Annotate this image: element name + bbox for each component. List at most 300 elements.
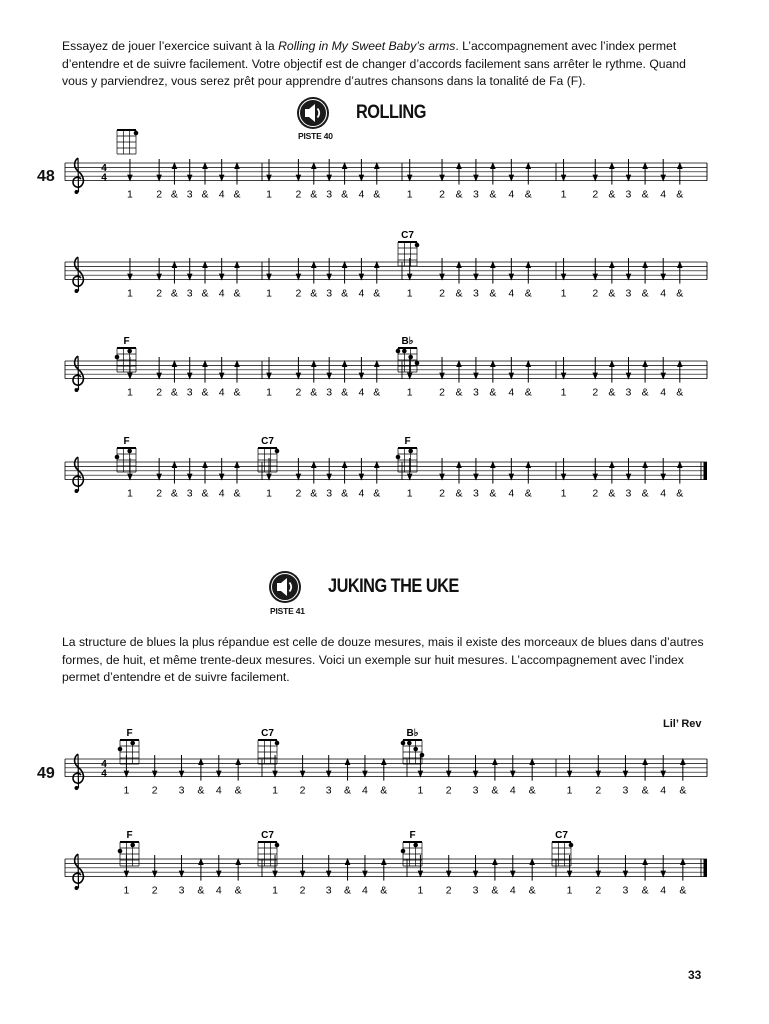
downstrum-mark — [362, 755, 368, 778]
upstrum-mark — [642, 360, 648, 383]
count-label: & — [641, 188, 649, 201]
count-label: 1 — [266, 487, 272, 500]
count-label: 4 — [218, 287, 225, 300]
chord-diagram — [258, 728, 279, 764]
composer-credit: Lil’ Rev — [663, 718, 702, 730]
upstrum-mark — [490, 461, 496, 484]
downstrum-mark — [473, 159, 479, 182]
upstrum-mark — [342, 162, 348, 185]
count-label: 4 — [215, 884, 222, 897]
count-label: 1 — [123, 884, 130, 897]
count-label: 2 — [151, 884, 158, 897]
downstrum-mark — [446, 755, 452, 778]
upstrum-mark — [202, 360, 208, 383]
upstrum-mark — [642, 261, 648, 284]
downstrum-mark — [326, 458, 332, 481]
count-label: 3 — [186, 487, 193, 500]
clef-stem — [78, 754, 79, 788]
downstrum-mark — [660, 258, 666, 281]
downstrum-mark — [152, 855, 158, 878]
count-label: 4 — [218, 386, 225, 399]
count-label: 2 — [151, 784, 158, 797]
downstrum-mark — [473, 755, 479, 778]
upstrum-mark — [342, 461, 348, 484]
clef-dot — [75, 886, 79, 890]
chord-name: F — [123, 336, 130, 347]
count-label: 3 — [472, 386, 479, 399]
upstrum-mark — [642, 858, 648, 881]
count-label: & — [170, 386, 178, 399]
count-label: & — [201, 287, 209, 300]
time-signature-top: 4 — [101, 759, 107, 770]
count-label: 3 — [472, 287, 479, 300]
count-label: & — [380, 884, 388, 897]
page-number: 33 — [688, 968, 702, 982]
chord-dot — [396, 455, 401, 460]
upstrum-mark — [529, 758, 535, 781]
clef-stem — [78, 356, 79, 390]
count-label: & — [491, 884, 499, 897]
upstrum-mark — [234, 261, 240, 284]
upstrum-mark — [345, 758, 351, 781]
upstrum-mark — [234, 162, 240, 185]
clef-stem — [78, 854, 79, 888]
downstrum-mark — [473, 357, 479, 380]
upstrum-mark — [374, 162, 380, 185]
final-barline-thick — [704, 462, 708, 480]
count-label: 4 — [362, 784, 368, 797]
downstrum-mark — [446, 855, 452, 878]
chord-dot — [127, 449, 132, 454]
downstrum-mark — [561, 258, 567, 281]
blues-paragraph: La structure de blues la plus répandue est celle de douze mesures, mais il existe des morceaux de blues dans d’autres formes, de huit, et même trente-deux mesures. Voici un exemple sur huit mesures. L’accompagnement avec l’index permet d’entendre et de suivre facilement. — [62, 635, 704, 685]
downstrum-mark — [300, 855, 306, 878]
count-label: 1 — [560, 287, 567, 300]
downstrum-mark — [266, 357, 272, 380]
count-label: 4 — [362, 884, 368, 897]
count-label: & — [170, 188, 178, 201]
downstrum-mark — [359, 357, 365, 380]
downstrum-mark — [623, 755, 629, 778]
upstrum-mark — [456, 261, 462, 284]
upstrum-mark — [490, 360, 496, 383]
count-label: 3 — [622, 884, 629, 897]
count-label: 3 — [472, 884, 479, 897]
downstrum-mark — [473, 258, 479, 281]
downstrum-mark — [127, 258, 133, 281]
upstrum-mark — [525, 461, 531, 484]
count-label: 1 — [560, 487, 567, 500]
count-label: 1 — [127, 287, 133, 300]
count-label: 2 — [445, 784, 452, 797]
count-label: 1 — [560, 386, 567, 399]
downstrum-mark — [219, 159, 225, 182]
count-label: & — [201, 386, 209, 399]
chord-diagram — [118, 830, 139, 866]
downstrum-mark — [152, 755, 158, 778]
clef-dot — [75, 190, 79, 194]
count-label: 4 — [358, 287, 365, 300]
upstrum-mark — [202, 162, 208, 185]
chord-diagram — [258, 830, 279, 866]
upstrum-mark — [609, 461, 615, 484]
chord-dot — [130, 741, 135, 746]
count-label: 3 — [326, 287, 333, 300]
count-label: 4 — [509, 784, 516, 797]
downstrum-mark — [595, 855, 601, 878]
downstrum-mark — [359, 258, 365, 281]
count-label: & — [679, 884, 687, 897]
count-label: 4 — [218, 487, 225, 500]
intro-text-end: . L’accompagnement avec l’index permet d’entendre et de suivre facilement. Votre objectif est de changer d’accords facilement sans arrêter le rythme. Quand vous y parviendrez, vous serez prêt pour apprendre d’autres chansons dans la tonalité de Fa (F). — [62, 39, 686, 89]
chord-dot — [115, 355, 120, 360]
count-label: & — [373, 386, 381, 399]
upstrum-mark — [525, 162, 531, 185]
chord-dot — [118, 849, 123, 854]
downstrum-mark — [127, 159, 133, 182]
count-label: & — [608, 487, 616, 500]
downstrum-mark — [359, 159, 365, 182]
downstrum-mark — [592, 159, 598, 182]
count-label: 4 — [660, 784, 667, 797]
track-title: JUKING THE UKE — [328, 576, 459, 597]
downstrum-mark — [595, 755, 601, 778]
count-label: 3 — [325, 884, 332, 897]
downstrum-mark — [266, 258, 272, 281]
chord-name: F — [409, 830, 416, 841]
count-label: 2 — [592, 188, 599, 201]
count-label: 3 — [625, 386, 632, 399]
downstrum-mark — [561, 458, 567, 481]
upstrum-mark — [680, 758, 686, 781]
upstrum-mark — [492, 758, 498, 781]
count-label: 1 — [127, 487, 133, 500]
exercise-number: 48 — [37, 168, 55, 185]
chord-dot — [408, 355, 413, 360]
chord-dot — [420, 753, 425, 758]
count-label: 1 — [406, 287, 413, 300]
upstrum-mark — [202, 461, 208, 484]
count-label: 1 — [406, 188, 413, 201]
count-label: 3 — [625, 287, 632, 300]
chord-name: C7 — [261, 728, 274, 739]
count-label: & — [170, 287, 178, 300]
upstrum-mark — [374, 461, 380, 484]
upstrum-mark — [311, 162, 317, 185]
downstrum-mark — [509, 159, 515, 182]
count-label: 2 — [445, 884, 452, 897]
count-label: 1 — [566, 784, 573, 797]
upstrum-mark — [492, 858, 498, 881]
chord-dot — [413, 843, 418, 848]
count-label: 3 — [186, 188, 193, 201]
downstrum-mark — [179, 855, 185, 878]
count-label: & — [676, 287, 684, 300]
clef-dot — [75, 786, 79, 790]
downstrum-mark — [156, 159, 162, 182]
count-label: 3 — [186, 386, 193, 399]
count-label: 2 — [299, 784, 306, 797]
chord-dot — [415, 361, 420, 366]
chord-name: F — [123, 436, 130, 447]
count-label: & — [233, 386, 241, 399]
downstrum-mark — [296, 159, 302, 182]
count-label: 3 — [326, 188, 333, 201]
chord-dot — [275, 843, 280, 848]
count-label: 3 — [472, 487, 479, 500]
upstrum-mark — [642, 162, 648, 185]
downstrum-mark — [296, 458, 302, 481]
downstrum-mark — [626, 458, 632, 481]
downstrum-mark — [326, 755, 332, 778]
upstrum-mark — [525, 360, 531, 383]
count-label: & — [341, 487, 349, 500]
downstrum-mark — [296, 258, 302, 281]
count-label: & — [679, 784, 687, 797]
downstrum-mark — [219, 458, 225, 481]
count-label: 1 — [272, 784, 278, 797]
count-label: 2 — [156, 487, 163, 500]
time-signature-top: 4 — [101, 163, 107, 174]
downstrum-mark — [660, 357, 666, 380]
count-label: 3 — [625, 188, 632, 201]
upstrum-mark — [456, 360, 462, 383]
piste-label: PISTE 40 — [298, 131, 333, 141]
count-label: 3 — [326, 487, 333, 500]
downstrum-mark — [439, 458, 445, 481]
downstrum-mark — [296, 357, 302, 380]
count-label: 2 — [439, 287, 445, 300]
upstrum-mark — [234, 360, 240, 383]
count-label: & — [344, 884, 352, 897]
count-label: 1 — [127, 188, 133, 201]
chord-diagram — [396, 336, 420, 372]
count-label: & — [233, 188, 241, 201]
upstrum-mark — [311, 461, 317, 484]
downstrum-mark — [187, 357, 193, 380]
count-label: & — [455, 287, 463, 300]
count-label: & — [341, 287, 349, 300]
count-label: & — [641, 487, 649, 500]
downstrum-mark — [439, 258, 445, 281]
chord-diagram — [398, 230, 419, 266]
downstrum-mark — [473, 855, 479, 878]
count-label: & — [641, 884, 649, 897]
count-label: & — [524, 386, 532, 399]
chord-name: C7 — [261, 436, 274, 447]
chord-diagram — [552, 830, 573, 866]
count-label: & — [641, 784, 649, 797]
downstrum-mark — [561, 159, 567, 182]
upstrum-mark — [172, 461, 178, 484]
upstrum-mark — [235, 858, 241, 881]
chord-name: B♭ — [401, 336, 414, 347]
chord-diagram — [118, 728, 139, 764]
downstrum-mark — [509, 458, 515, 481]
chord-diagram — [401, 830, 422, 866]
count-label: & — [455, 487, 463, 500]
count-label: 4 — [358, 188, 365, 201]
count-label: 2 — [439, 188, 445, 201]
downstrum-mark — [362, 855, 368, 878]
count-label: & — [373, 487, 381, 500]
downstrum-mark — [326, 855, 332, 878]
count-label: & — [233, 487, 241, 500]
upstrum-mark — [642, 461, 648, 484]
downstrum-mark — [660, 755, 666, 778]
count-label: 2 — [156, 386, 163, 399]
chord-name: B♭ — [406, 728, 419, 739]
downstrum-mark — [187, 458, 193, 481]
count-label: 2 — [295, 188, 302, 201]
intro-text-start: Essayez de jouer l’exercice suivant à la — [62, 39, 279, 53]
upstrum-mark — [342, 360, 348, 383]
count-label: & — [676, 487, 684, 500]
count-label: 3 — [186, 287, 193, 300]
count-label: & — [641, 287, 649, 300]
count-label: & — [341, 386, 349, 399]
final-barline-thick — [704, 859, 708, 877]
count-label: & — [608, 287, 616, 300]
count-label: 2 — [439, 386, 445, 399]
upstrum-mark — [680, 858, 686, 881]
downstrum-mark — [510, 855, 516, 878]
count-label: & — [676, 386, 684, 399]
downstrum-mark — [626, 357, 632, 380]
count-label: 2 — [295, 287, 302, 300]
upstrum-mark — [677, 461, 683, 484]
count-label: 1 — [266, 287, 272, 300]
chord-diagram — [117, 130, 138, 154]
count-label: 4 — [508, 287, 515, 300]
track-title: ROLLING — [356, 102, 426, 123]
downstrum-mark — [660, 458, 666, 481]
upstrum-mark — [490, 261, 496, 284]
count-label: & — [170, 487, 178, 500]
count-label: 4 — [509, 884, 516, 897]
count-label: 2 — [592, 487, 599, 500]
count-label: 2 — [295, 487, 302, 500]
downstrum-mark — [326, 357, 332, 380]
upstrum-mark — [456, 162, 462, 185]
downstrum-mark — [407, 159, 413, 182]
downstrum-mark — [623, 855, 629, 878]
chord-dot — [413, 747, 418, 752]
chord-dot — [569, 843, 574, 848]
count-label: 4 — [215, 784, 222, 797]
chord-dot — [408, 449, 413, 454]
count-label: & — [234, 784, 242, 797]
clef-dot — [75, 489, 79, 493]
song-title-italic: Rolling in My Sweet Baby’s arms — [278, 39, 456, 53]
count-label: 4 — [358, 386, 365, 399]
chord-dot — [401, 849, 406, 854]
count-label: 4 — [660, 884, 667, 897]
downstrum-mark — [266, 159, 272, 182]
count-label: 4 — [660, 287, 667, 300]
exercise-number: 49 — [37, 765, 55, 782]
count-label: & — [676, 188, 684, 201]
count-label: 1 — [560, 188, 567, 201]
count-label: & — [641, 386, 649, 399]
upstrum-mark — [609, 162, 615, 185]
chord-name: C7 — [555, 830, 568, 841]
downstrum-mark — [592, 458, 598, 481]
downstrum-mark — [439, 357, 445, 380]
count-label: 1 — [406, 386, 413, 399]
upstrum-mark — [381, 858, 387, 881]
count-label: 1 — [127, 386, 133, 399]
count-label: 3 — [622, 784, 629, 797]
count-label: & — [608, 386, 616, 399]
clef-dot — [75, 388, 79, 392]
upstrum-mark — [374, 360, 380, 383]
count-label: 2 — [592, 386, 599, 399]
count-label: 2 — [156, 188, 163, 201]
downstrum-mark — [300, 755, 306, 778]
count-label: 1 — [272, 884, 278, 897]
downstrum-mark — [407, 258, 413, 281]
count-label: 4 — [358, 487, 365, 500]
downstrum-mark — [219, 357, 225, 380]
count-label: 3 — [178, 784, 185, 797]
upstrum-mark — [345, 858, 351, 881]
downstrum-mark — [187, 258, 193, 281]
chord-dot — [115, 455, 120, 460]
count-label: 2 — [295, 386, 302, 399]
count-label: & — [528, 884, 536, 897]
chord-diagram — [115, 336, 136, 372]
chord-dot — [130, 843, 135, 848]
count-label: 1 — [566, 884, 573, 897]
count-label: & — [528, 784, 536, 797]
count-label: & — [489, 386, 497, 399]
count-label: & — [310, 287, 318, 300]
upstrum-mark — [311, 261, 317, 284]
downstrum-mark — [187, 159, 193, 182]
clef-stem — [78, 158, 79, 192]
count-label: & — [489, 287, 497, 300]
count-label: 1 — [406, 487, 413, 500]
count-label: 4 — [660, 487, 667, 500]
downstrum-mark — [156, 458, 162, 481]
downstrum-mark — [626, 159, 632, 182]
count-label: & — [608, 188, 616, 201]
upstrum-mark — [234, 461, 240, 484]
downstrum-mark — [326, 258, 332, 281]
downstrum-mark — [219, 258, 225, 281]
count-label: 1 — [266, 188, 272, 201]
count-label: 2 — [595, 884, 602, 897]
count-label: 4 — [508, 188, 515, 201]
upstrum-mark — [202, 261, 208, 284]
upstrum-mark — [311, 360, 317, 383]
downstrum-mark — [156, 258, 162, 281]
downstrum-mark — [561, 357, 567, 380]
count-label: & — [455, 386, 463, 399]
downstrum-mark — [407, 458, 413, 481]
upstrum-mark — [381, 758, 387, 781]
count-label: & — [341, 188, 349, 201]
downstrum-mark — [326, 159, 332, 182]
downstrum-mark — [509, 357, 515, 380]
upstrum-mark — [490, 162, 496, 185]
downstrum-mark — [407, 357, 413, 380]
count-label: & — [489, 487, 497, 500]
chord-name: C7 — [401, 230, 414, 241]
count-label: & — [310, 386, 318, 399]
count-label: 3 — [326, 386, 333, 399]
